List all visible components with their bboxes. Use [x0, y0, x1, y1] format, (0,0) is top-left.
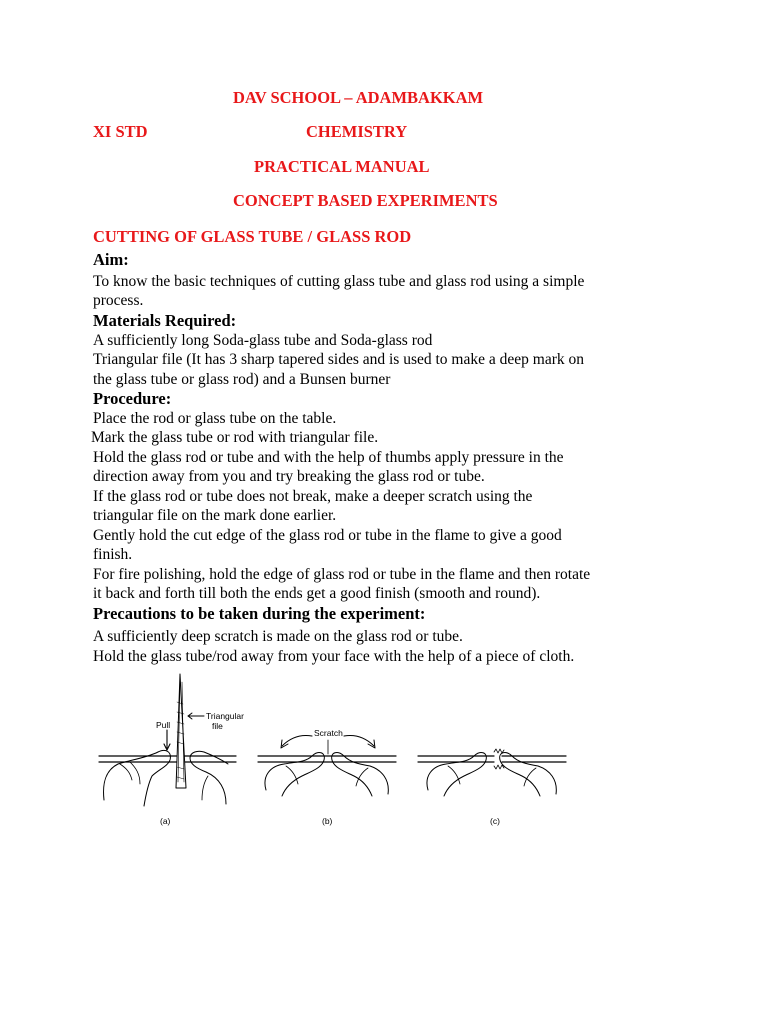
- file-label: file: [212, 721, 223, 731]
- pull-label: Pull: [156, 720, 171, 730]
- caption-b: (b): [322, 816, 333, 826]
- procedure-step: it back and forth till both the ends get a good finish (smooth and round).: [93, 585, 541, 602]
- procedure-step: Hold the glass rod or tube and with the help of thumbs apply pressure in the: [93, 449, 564, 466]
- scratch-label: Scratch: [314, 728, 343, 738]
- procedure-step: Place the rod or glass tube on the table.: [93, 410, 337, 427]
- materials-line: A sufficiently long Soda-glass tube and Soda-glass rod: [93, 332, 433, 349]
- aim-heading: Aim:: [93, 250, 129, 269]
- caption-a: (a): [160, 816, 171, 826]
- glass-cutting-illustration: [96, 672, 596, 842]
- experiment-title: CUTTING OF GLASS TUBE / GLASS ROD: [93, 227, 412, 246]
- procedure-step: Gently hold the cut edge of the glass rod or tube in the flame to give a good: [93, 527, 562, 544]
- aim-line: To know the basic techniques of cutting glass tube and glass rod using a simple: [93, 273, 585, 290]
- triangular-label: Triangular: [206, 711, 244, 721]
- materials-line: the glass tube or glass rod) and a Bunsen burner: [93, 371, 391, 388]
- procedure-step: triangular file on the mark done earlier.: [93, 507, 337, 524]
- procedure-step: If the glass rod or tube does not break, make a deeper scratch using the: [93, 488, 533, 505]
- standard-label: XI STD: [93, 122, 148, 141]
- caption-c: (c): [490, 816, 500, 826]
- series-title: CONCEPT BASED EXPERIMENTS: [233, 191, 498, 210]
- procedure-step: finish.: [93, 546, 133, 563]
- school-title: DAV SCHOOL – ADAMBAKKAM: [233, 88, 484, 107]
- procedure-step: direction away from you and try breaking the glass rod or tube.: [93, 468, 485, 485]
- precautions-heading: Precautions to be taken during the experiment:: [93, 604, 426, 623]
- precaution-line: Hold the glass tube/rod away from your face with the help of a piece of cloth.: [93, 648, 575, 665]
- materials-line: Triangular file (It has 3 sharp tapered sides and is used to make a deep mark on: [93, 351, 584, 368]
- procedure-step: Mark the glass tube or rod with triangular file.: [91, 429, 379, 446]
- panel-c: [418, 749, 566, 826]
- procedure-step: For fire polishing, hold the edge of glass rod or tube in the flame and then rotate: [93, 566, 591, 583]
- aim-line: process.: [93, 292, 144, 309]
- subject-label: CHEMISTRY: [306, 122, 408, 141]
- panel-a: [99, 674, 244, 826]
- manual-title: PRACTICAL MANUAL: [254, 157, 430, 176]
- precaution-line: A sufficiently deep scratch is made on the glass rod or tube.: [93, 628, 463, 645]
- procedure-heading: Procedure:: [93, 389, 172, 408]
- materials-heading: Materials Required:: [93, 311, 237, 330]
- panel-b: [258, 728, 396, 826]
